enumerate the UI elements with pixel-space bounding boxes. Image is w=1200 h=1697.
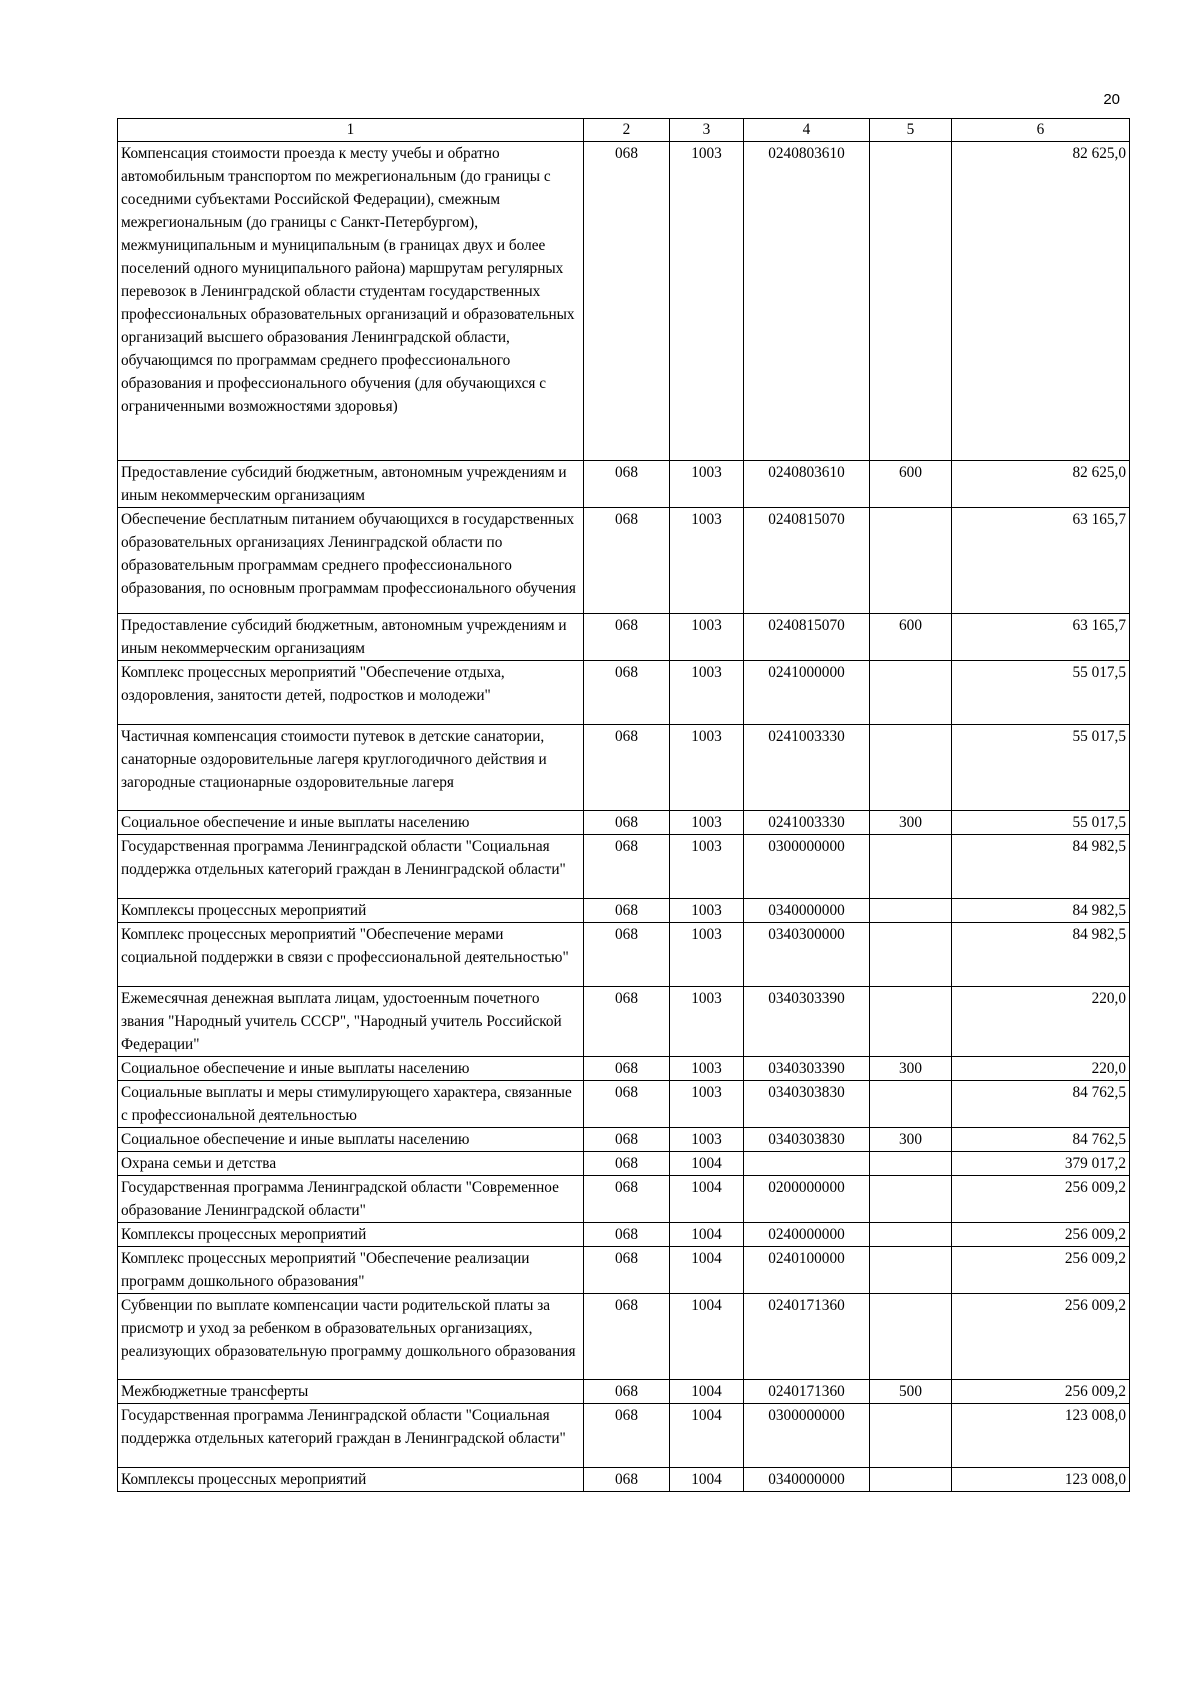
row-col-2: 068 [584, 1152, 670, 1176]
row-name: Комплекс процессных мероприятий "Обеспечение мерами социальной поддержки в связи с профессиональной деятельностью" [118, 923, 584, 987]
row-col-2: 068 [584, 614, 670, 661]
table-row [118, 811, 1130, 835]
row-col-5: 300 [870, 811, 952, 835]
row-name: Социальное обеспечение и иные выплаты населению [118, 1128, 584, 1152]
row-name: Социальные выплаты и меры стимулирующего характера, связанные с профессиональной деятельностью [118, 1081, 584, 1128]
row-col-2: 068 [584, 1404, 670, 1468]
row-col-6: 123 008,0 [952, 1468, 1130, 1492]
row-col-5 [870, 1247, 952, 1294]
row-col-4: 0240803610 [744, 142, 870, 461]
row-col-5: 500 [870, 1380, 952, 1404]
row-col-5 [870, 987, 952, 1057]
row-col-4: 0240815070 [744, 614, 870, 661]
row-col-3: 1004 [670, 1294, 744, 1380]
row-col-4: 0340303830 [744, 1081, 870, 1128]
row-col-3: 1003 [670, 1128, 744, 1152]
row-col-4: 0200000000 [744, 1176, 870, 1223]
row-name: Комплексы процессных мероприятий [118, 1468, 584, 1492]
column-header-5: 5 [870, 119, 952, 142]
row-col-3: 1004 [670, 1404, 744, 1468]
row-col-5 [870, 508, 952, 614]
table-body [118, 142, 1130, 1492]
row-name: Комплексы процессных мероприятий [118, 1223, 584, 1247]
row-col-3: 1003 [670, 508, 744, 614]
row-col-3: 1003 [670, 1081, 744, 1128]
table-row [118, 1404, 1130, 1468]
column-header-4: 4 [744, 119, 870, 142]
row-col-3: 1003 [670, 142, 744, 461]
row-col-4: 0240803610 [744, 461, 870, 508]
page-number: 20 [1103, 91, 1120, 108]
row-col-4: 0240815070 [744, 508, 870, 614]
row-col-2: 068 [584, 1247, 670, 1294]
table-row [118, 1081, 1130, 1128]
row-col-5 [870, 835, 952, 899]
row-name: Обеспечение бесплатным питанием обучающихся в государственных образовательных организациях Ленинградской области по образовательным программам среднего профессионального образования, по основным программам профессионального обучения [118, 508, 584, 614]
row-col-2: 068 [584, 142, 670, 461]
row-name: Комплекс процессных мероприятий "Обеспечение отдыха, оздоровления, занятости детей, подростков и молодежи" [118, 661, 584, 725]
table-row [118, 923, 1130, 987]
row-name: Охрана семьи и детства [118, 1152, 584, 1176]
row-col-6: 256 009,2 [952, 1380, 1130, 1404]
row-col-6: 55 017,5 [952, 661, 1130, 725]
row-col-6: 256 009,2 [952, 1247, 1130, 1294]
table-header [118, 119, 1130, 142]
row-col-5 [870, 899, 952, 923]
row-col-6: 55 017,5 [952, 725, 1130, 811]
table-row [118, 1223, 1130, 1247]
row-col-4: 0240100000 [744, 1247, 870, 1294]
table-row [118, 461, 1130, 508]
row-col-5 [870, 725, 952, 811]
row-col-4: 0240171360 [744, 1380, 870, 1404]
column-header-2: 2 [584, 119, 670, 142]
row-name: Государственная программа Ленинградской области "Современное образование Ленинградской области" [118, 1176, 584, 1223]
row-col-2: 068 [584, 1380, 670, 1404]
table-row [118, 987, 1130, 1057]
row-col-4 [744, 1152, 870, 1176]
table-row [118, 1152, 1130, 1176]
row-col-2: 068 [584, 835, 670, 899]
table-row [118, 1468, 1130, 1492]
row-col-6: 55 017,5 [952, 811, 1130, 835]
row-col-2: 068 [584, 661, 670, 725]
row-col-2: 068 [584, 508, 670, 614]
row-col-2: 068 [584, 899, 670, 923]
row-col-6: 84 982,5 [952, 899, 1130, 923]
table-row [118, 835, 1130, 899]
row-col-4: 0340303830 [744, 1128, 870, 1152]
row-col-5 [870, 1152, 952, 1176]
row-col-5 [870, 923, 952, 987]
row-name: Межбюджетные трансферты [118, 1380, 584, 1404]
row-col-3: 1004 [670, 1152, 744, 1176]
row-name: Компенсация стоимости проезда к месту учебы и обратно автомобильным транспортом по межрегиональным (до границы с соседними субъектами Российской Федерации), смежным межрегиональным (до границы с Санкт-Петербургом), межмуниципальным и муниципальным (в границах двух и более поселений одного муниципального района) маршрутам регулярных перевозок в Ленинградской области студентам государственных профессиональных образовательных организаций и образовательных организаций высшего образования Ленинградской области, обучающимся по программам среднего профессионального образования и профессионального обучения (для обучающихся с ограниченными возможностями здоровья) [118, 142, 584, 461]
row-col-3: 1003 [670, 811, 744, 835]
row-col-2: 068 [584, 1128, 670, 1152]
row-col-6: 63 165,7 [952, 614, 1130, 661]
table-row [118, 1057, 1130, 1081]
row-col-6: 220,0 [952, 987, 1130, 1057]
row-col-6: 82 625,0 [952, 142, 1130, 461]
row-col-2: 068 [584, 1468, 670, 1492]
row-col-3: 1003 [670, 1057, 744, 1081]
table-row [118, 661, 1130, 725]
table-row [118, 1247, 1130, 1294]
row-name: Государственная программа Ленинградской области "Социальная поддержка отдельных категорий граждан в Ленинградской области" [118, 835, 584, 899]
row-col-3: 1004 [670, 1223, 744, 1247]
row-col-6: 63 165,7 [952, 508, 1130, 614]
row-name: Предоставление субсидий бюджетным, автономным учреждениям и иным некоммерческим организациям [118, 461, 584, 508]
row-name: Комплекс процессных мероприятий "Обеспечение реализации программ дошкольного образования" [118, 1247, 584, 1294]
table-row [118, 614, 1130, 661]
row-col-6: 256 009,2 [952, 1223, 1130, 1247]
row-col-2: 068 [584, 1223, 670, 1247]
row-col-3: 1004 [670, 1247, 744, 1294]
row-name: Ежемесячная денежная выплата лицам, удостоенным почетного звания "Народный учитель СССР", "Народный учитель Российской Федерации" [118, 987, 584, 1057]
row-col-3: 1003 [670, 835, 744, 899]
row-col-6: 379 017,2 [952, 1152, 1130, 1176]
row-col-2: 068 [584, 811, 670, 835]
row-col-2: 068 [584, 1294, 670, 1380]
column-header-6: 6 [952, 119, 1130, 142]
row-col-5: 600 [870, 614, 952, 661]
table-row [118, 1294, 1130, 1380]
row-name: Предоставление субсидий бюджетным, автономным учреждениям и иным некоммерческим организациям [118, 614, 584, 661]
row-col-2: 068 [584, 1081, 670, 1128]
row-col-4: 0241000000 [744, 661, 870, 725]
row-col-3: 1003 [670, 899, 744, 923]
row-col-4: 0241003330 [744, 725, 870, 811]
row-col-3: 1004 [670, 1468, 744, 1492]
row-col-5 [870, 1294, 952, 1380]
row-col-6: 256 009,2 [952, 1294, 1130, 1380]
row-col-2: 068 [584, 1176, 670, 1223]
row-name: Комплексы процессных мероприятий [118, 899, 584, 923]
row-col-3: 1004 [670, 1176, 744, 1223]
row-col-4: 0340303390 [744, 987, 870, 1057]
row-col-6: 256 009,2 [952, 1176, 1130, 1223]
row-name: Частичная компенсация стоимости путевок в детские санатории, санаторные оздоровительные лагеря круглогодичного действия и загородные стационарные оздоровительные лагеря [118, 725, 584, 811]
row-col-4: 0300000000 [744, 835, 870, 899]
row-col-2: 068 [584, 725, 670, 811]
column-header-3: 3 [670, 119, 744, 142]
row-col-6: 82 625,0 [952, 461, 1130, 508]
row-col-3: 1003 [670, 614, 744, 661]
budget-table [117, 118, 1130, 1492]
row-col-6: 84 762,5 [952, 1128, 1130, 1152]
row-col-4: 0340303390 [744, 1057, 870, 1081]
row-col-4: 0240000000 [744, 1223, 870, 1247]
row-col-6: 84 982,5 [952, 835, 1130, 899]
row-col-3: 1003 [670, 661, 744, 725]
row-col-3: 1003 [670, 987, 744, 1057]
row-col-2: 068 [584, 1057, 670, 1081]
table-row [118, 725, 1130, 811]
table-row [118, 508, 1130, 614]
row-col-2: 068 [584, 987, 670, 1057]
row-col-4: 0340000000 [744, 899, 870, 923]
row-name: Государственная программа Ленинградской области "Социальная поддержка отдельных категорий граждан в Ленинградской области" [118, 1404, 584, 1468]
row-col-4: 0240171360 [744, 1294, 870, 1380]
table-row [118, 1176, 1130, 1223]
table-row [118, 142, 1130, 461]
row-col-5 [870, 661, 952, 725]
row-name: Социальное обеспечение и иные выплаты населению [118, 811, 584, 835]
row-col-3: 1003 [670, 461, 744, 508]
row-col-4: 0340300000 [744, 923, 870, 987]
row-col-2: 068 [584, 923, 670, 987]
row-col-5 [870, 1081, 952, 1128]
row-col-4: 0300000000 [744, 1404, 870, 1468]
column-header-1: 1 [118, 119, 584, 142]
row-col-6: 84 982,5 [952, 923, 1130, 987]
row-col-5: 300 [870, 1057, 952, 1081]
row-col-5 [870, 1404, 952, 1468]
row-col-4: 0340000000 [744, 1468, 870, 1492]
row-col-2: 068 [584, 461, 670, 508]
row-col-3: 1004 [670, 1380, 744, 1404]
row-col-6: 84 762,5 [952, 1081, 1130, 1128]
row-name: Социальное обеспечение и иные выплаты населению [118, 1057, 584, 1081]
row-col-5: 600 [870, 461, 952, 508]
row-col-5 [870, 142, 952, 461]
row-col-3: 1003 [670, 923, 744, 987]
row-col-3: 1003 [670, 725, 744, 811]
row-col-6: 123 008,0 [952, 1404, 1130, 1468]
row-name: Субвенции по выплате компенсации части родительской платы за присмотр и уход за ребенком в образовательных организациях, реализующих образовательную программу дошкольного образования [118, 1294, 584, 1380]
table-row [118, 899, 1130, 923]
row-col-5 [870, 1468, 952, 1492]
row-col-5 [870, 1176, 952, 1223]
table-row [118, 1380, 1130, 1404]
row-col-6: 220,0 [952, 1057, 1130, 1081]
row-col-4: 0241003330 [744, 811, 870, 835]
row-col-5 [870, 1223, 952, 1247]
row-col-5: 300 [870, 1128, 952, 1152]
table-row [118, 1128, 1130, 1152]
